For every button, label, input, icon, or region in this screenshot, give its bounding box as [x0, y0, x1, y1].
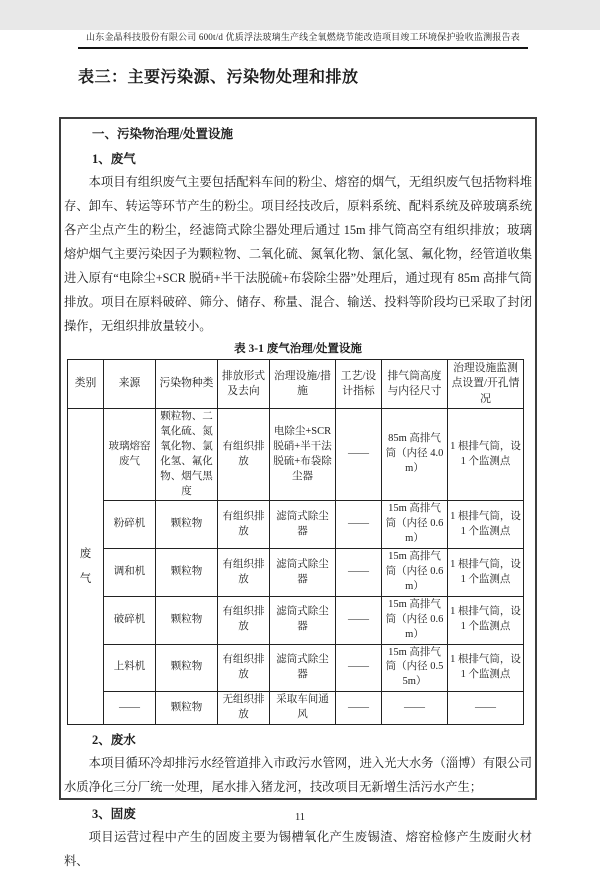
pollutants-cell: 颗粒物 [156, 692, 218, 725]
indicator-cell: —— [336, 501, 382, 549]
pollutants-cell: 颗粒物 [156, 596, 218, 644]
page-title: 表三：主要污染源、污染物处理和排放 [78, 69, 359, 86]
table-row [68, 596, 524, 644]
source-cell: 破碎机 [104, 596, 156, 644]
col-header-pollutants: 污染物种类 [156, 360, 218, 409]
form-cell: 无组织排放 [218, 692, 270, 725]
stack-cell: 15m 高排气筒（内径 0.6m） [382, 549, 448, 597]
source-cell: 上料机 [104, 644, 156, 692]
table-caption: 表 3-1 废气治理/处置设施 [234, 343, 362, 355]
pollutants-cell: 颗粒物 [156, 549, 218, 597]
subsection-heading-waste-water: 2、废水 [92, 733, 136, 748]
paragraph-solid-waste: 项目运营过程中产生的固废主要为锡槽氧化产生废锡渣、熔窑检修产生废耐火材料、 [64, 830, 532, 869]
col-header-emission-form: 排放形式及去向 [218, 360, 270, 409]
indicator-cell: —— [336, 596, 382, 644]
document-page [0, 30, 600, 879]
form-cell: 有组织排放 [218, 549, 270, 597]
indicator-cell: —— [336, 644, 382, 692]
col-header-monitoring: 治理设施监测点设置/开孔情况 [448, 360, 524, 409]
pollutants-cell: 颗粒物 [156, 501, 218, 549]
doc-header-text: 山东金晶科技股份有限公司 600t/d 优质浮法玻璃生产线全氧燃烧节能改造项目竣工环境保护验收监测报告表 [86, 32, 520, 42]
stack-cell: 15m 高排气筒（内径 0.55m） [382, 644, 448, 692]
stack-cell: 85m 高排气筒（内径 4.0m） [382, 408, 448, 500]
form-cell: 有组织排放 [218, 596, 270, 644]
waste-gas-treatment-table [67, 359, 524, 725]
form-cell: 有组织排放 [218, 408, 270, 500]
form-cell: 有组织排放 [218, 501, 270, 549]
table-row [68, 644, 524, 692]
pollutants-cell: 颗粒物、二氧化硫、氮氧化物、氯化氢、氟化物、烟气黑度 [156, 408, 218, 500]
monitoring-cell: —— [448, 692, 524, 725]
stack-cell: —— [382, 692, 448, 725]
stack-cell: 15m 高排气筒（内径 0.6m） [382, 596, 448, 644]
treatment-cell: 滤筒式除尘器 [270, 549, 336, 597]
table-row [68, 501, 524, 549]
monitoring-cell: 1 根排气筒，设 1 个监测点 [448, 501, 524, 549]
pollutants-cell: 颗粒物 [156, 644, 218, 692]
source-cell: 调和机 [104, 549, 156, 597]
paragraph-waste-water: 本项目循环冷却排污水经管道排入市政污水管网，进入光大水务（淄博）有限公司水质净化三分厂统一处理，尾水排入猪龙河，技改项目无新增生活污水产生； [64, 756, 532, 795]
treatment-cell: 滤筒式除尘器 [270, 644, 336, 692]
form-cell: 有组织排放 [218, 644, 270, 692]
source-cell: 玻璃熔窑废气 [104, 408, 156, 500]
col-header-source: 来源 [104, 360, 156, 409]
monitoring-cell: 1 根排气筒，设 1 个监测点 [448, 549, 524, 597]
source-cell: 粉碎机 [104, 501, 156, 549]
treatment-cell: 滤筒式除尘器 [270, 596, 336, 644]
subsection-heading-waste-gas: 1、废气 [92, 152, 136, 166]
stack-cell: 15m 高排气筒（内径 0.6m） [382, 501, 448, 549]
category-label: 废气 [79, 548, 92, 585]
table-row [68, 549, 524, 597]
page-number: 11 [294, 812, 306, 823]
col-header-stack-size: 排气筒高度与内径尺寸 [382, 360, 448, 409]
section-heading-pollutant-treatment: 一、污染物治理/处置设施 [92, 127, 233, 141]
table-row [68, 692, 524, 725]
source-cell: —— [104, 692, 156, 725]
treatment-cell: 电除尘+SCR 脱硝+半干法脱硫+布袋除尘器 [270, 408, 336, 500]
monitoring-cell: 1 根排气筒，设 1 个监测点 [448, 408, 524, 500]
table-row [68, 408, 524, 500]
paragraph-waste-gas: 本项目有组织废气主要包括配料车间的粉尘、熔窑的烟气，无组织废气包括物料堆存、卸车、转运等环节产生的粉尘。项目经技改后，原料系统、配料系统及碎玻璃系统各产尘点产生的粉尘，经滤筒式除尘器处理后通过 15m 排气筒高空有组织排放；玻璃熔炉烟气主要污染因子为颗粒物、二氧化硫、氮氧化物、氯化氢、氟化物，经管道收集进入原有“电除尘+SCR 脱硝+半干法脱硫+布袋除尘器”处理后，通过现有 85m 高排气筒排放。项目在原料破碎、筛分、储存、称量、混合、输送、投料等阶段均已采取了封闭操作，无组织排放量较小。 [64, 175, 532, 333]
monitoring-cell: 1 根排气筒，设 1 个监测点 [448, 596, 524, 644]
indicator-cell: —— [336, 549, 382, 597]
indicator-cell: —— [336, 408, 382, 500]
doc-header [78, 30, 528, 49]
treatment-cell: 采取车间通风 [270, 692, 336, 725]
col-header-indicator: 工艺/设计指标 [336, 360, 382, 409]
table-header-row [68, 360, 524, 409]
indicator-cell: —— [336, 692, 382, 725]
col-header-category: 类别 [68, 360, 104, 409]
subsection-heading-solid-waste: 3、固废 [92, 807, 136, 822]
treatment-cell: 滤筒式除尘器 [270, 501, 336, 549]
col-header-treatment: 治理设施/措施 [270, 360, 336, 409]
category-cell [68, 408, 104, 724]
monitoring-cell: 1 根排气筒，设 1 个监测点 [448, 644, 524, 692]
